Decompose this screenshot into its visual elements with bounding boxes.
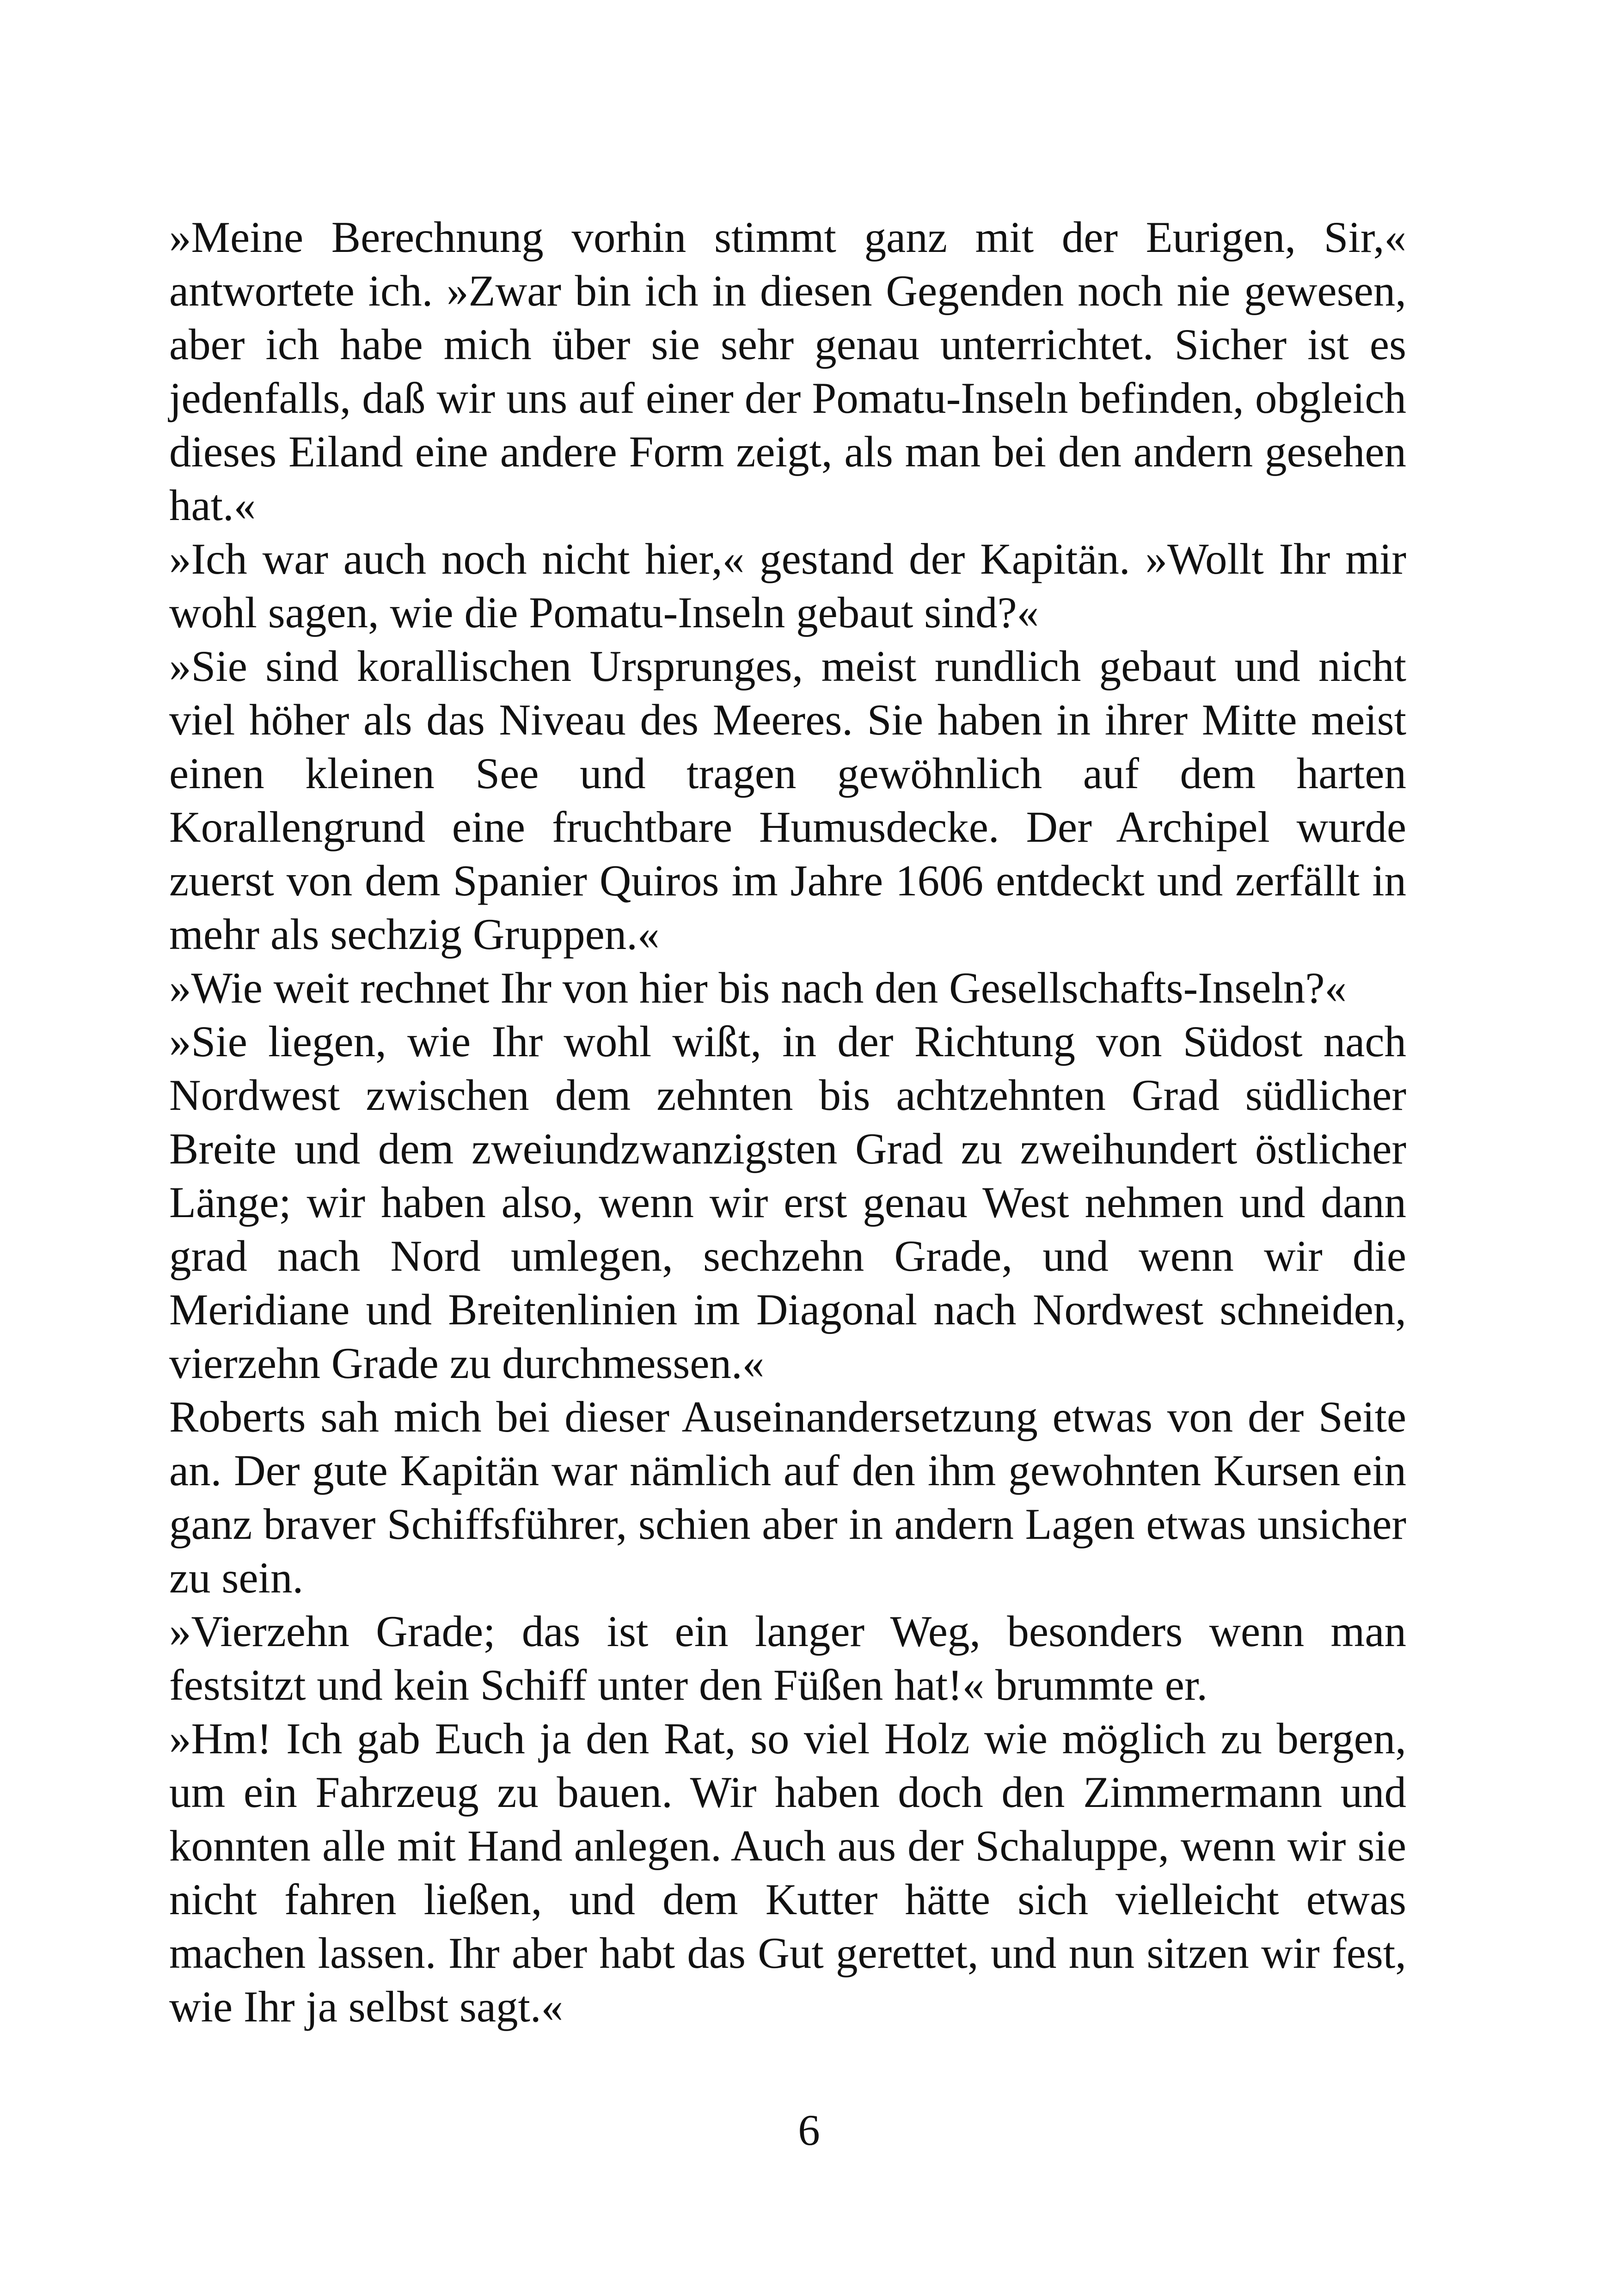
paragraph: »Hm! Ich gab Euch ja den Rat, so viel Holz wie möglich zu bergen, um ein Fahrzeug zu bauen. Wir haben doch den Zimmermann und konnten alle mit Hand anlegen. Auch aus der Schaluppe, wenn wir sie nicht fahren ließen, und dem Kutter hätte sich vielleicht etwas machen lassen. Ihr aber habt das Gut gerettet, und nun sitzen wir fest, wie Ihr ja selbst sagt.« [169, 1714, 1406, 2031]
body-text [169, 210, 1406, 2033]
paragraph: »Meine Berechnung vorhin stimmt ganz mit der Eurigen, Sir,« antwortete ich. »Zwar bin ich in diesen Gegenden noch nie gewesen, aber ich habe mich über sie sehr genau unterrichtet. Sicher ist es jedenfalls, daß wir uns auf einer der Pomatu-Inseln befinden, obgleich dieses Eiland eine andere Form zeigt, als man bei den andern gesehen hat.« [169, 213, 1406, 530]
paragraph: »Wie weit rechnet Ihr von hier bis nach den Gesellschafts-Inseln?« [169, 963, 1347, 1012]
paragraph: Roberts sah mich bei dieser Auseinandersetzung etwas von der Seite an. Der gute Kapitän war nämlich auf den ihm gewohnten Kursen ein ganz braver Schiffsführer, schien aber in andern Lagen etwas unsicher zu sein. [169, 1392, 1406, 1602]
paragraph: »Vierzehn Grade; das ist ein langer Weg, besonders wenn man festsitzt und kein Schiff unter den Füßen hat!« brummte er. [169, 1607, 1406, 1709]
paragraph: »Sie liegen, wie Ihr wohl wißt, in der Richtung von Südost nach Nordwest zwischen dem zehnten bis achtzehnten Grad südlicher Breite und dem zweiundzwanzigsten Grad zu zweihundert östlicher Länge; wir haben also, wenn wir erst genau West nehmen und dann grad nach Nord umlegen, sechzehn Grade, und wenn wir die Meridiane und Breitenlinien im Diagonal nach Nordwest schneiden, vierzehn Grade zu durchmessen.« [169, 1017, 1406, 1388]
page-number: 6 [798, 2106, 820, 2155]
paragraph: »Ich war auch noch nicht hier,« gestand der Kapitän. »Wollt Ihr mir wohl sagen, wie die Pomatu-Inseln gebaut sind?« [169, 534, 1406, 637]
paragraph: »Sie sind korallischen Ursprunges, meist rundlich gebaut und nicht viel höher als das Niveau des Meeres. Sie haben in ihrer Mitte meist einen kleinen See und tragen gewöhnlich auf dem harten Korallengrund eine fruchtbare Humusdecke. Der Archipel wurde zuerst von dem Spanier Quiros im Jahre 1606 entdeckt und zerfällt in mehr als sechzig Gruppen.« [169, 642, 1406, 959]
